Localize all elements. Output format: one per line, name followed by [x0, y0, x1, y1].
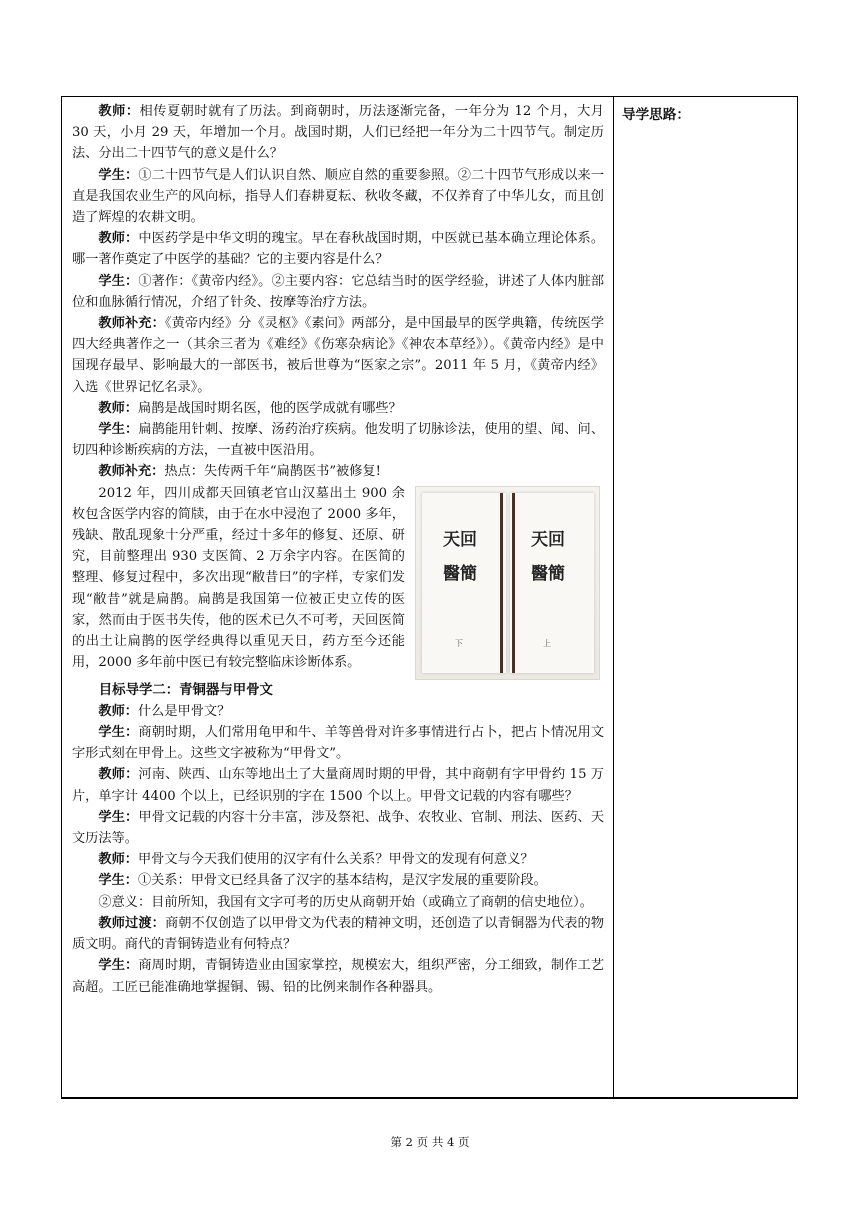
paragraph: 教师：河南、陕西、山东等地出土了大量商周时期的甲骨，其中商朝有字甲骨约 15 万片，单字计 4400 个以上，已经识别的字在 1500 个以上。甲骨文记载的内容有哪些？	[72, 767, 604, 804]
paragraph: ②意义：目前所知，我国有文字可考的历史从商朝开始（或确立了商朝的信史地位）。	[98, 894, 593, 910]
paragraph: 教师过渡：商朝不仅创造了以甲骨文为代表的精神文明，还创造了以青铜器为代表的物质文明。商代的青铜铸造业有何特点？	[72, 915, 605, 953]
photo-section	[72, 483, 604, 680]
guidance-label: 导学思路：	[622, 107, 690, 123]
paragraph: 教师补充：热点：失传两千年“扁鹊医书”被修复!	[98, 464, 381, 480]
paragraph: 学生：扁鹊能用针刺、按摩、汤药治疗疾病。他发明了切脉诊法，使用的望、闻、问、切四种诊断疾病的方法，一直被中医沿用。	[72, 422, 605, 459]
paragraph: 学生：甲骨文记载的内容十分丰富，涉及祭祀、战争、农牧业、官制、刑法、医药、天文历法等。	[72, 809, 605, 847]
book-title-right: 天回醫簡	[531, 529, 565, 584]
book-volume-mark-left: 下	[455, 638, 463, 648]
page-footer: 第 2 页 共 4 页	[390, 1135, 470, 1149]
column-divider	[613, 97, 614, 1097]
book-volume-left	[422, 493, 506, 673]
paragraph: 学生：①关系：甲骨文已经具备了汉字的基本结构，是汉字发展的重要阶段。	[98, 873, 547, 889]
paragraph: 教师：扁鹊是战国时期名医，他的医学成就有哪些？	[98, 400, 402, 416]
paragraph: 学生：①二十四节气是人们认识自然、顺应自然的重要参照。②二十四节气形成以来一直是我国农业生产的风向标，指导人们春耕夏耘、秋收冬藏，不仅养育了中华儿女，而且创造了辉煌的农耕文明。	[72, 167, 605, 226]
lesson-table	[61, 96, 798, 1099]
paragraph: 教师：相传夏朝时就有了历法。到商朝时，历法逐渐完备，一年分为 12 个月，大月 30 天，小月 29 天，年增加一个月。战国时期，人们已经把一年分为二十四节气。制定历法、分出二十四节气的意义是什么？	[72, 104, 604, 162]
section-title: 目标导学二：青铜器与甲骨文	[98, 682, 273, 698]
paragraph: 教师：甲骨文与今天我们使用的汉字有什么关系？甲骨文的发现有何意义？	[98, 852, 534, 868]
book-volume-right	[510, 493, 594, 673]
paragraph: 2012 年，四川成都天回镇老官山汉墓出土 900 余枚包含医学内容的简牍，由于在水中浸泡了 2000 多年，残缺、散乱现象十分严重，经过十多年的修复、还原、研究，目前整理出 930 支医简、2 万余字内容。在医简的整理、修复过程中，多次出现“敝昔曰”的字样，专家们发现“敝昔”就是扁鹊。扁鹊是我国第一位被正史立传的医家，然而由于医书失传，他的医术已久不可考，天回医简的出土让扁鹊的医学经典得以重见天日，药方至今还能用，2000 多年前中医已有较完整临床诊断体系。	[72, 485, 405, 671]
paragraph: 学生：①著作：《黄帝内经》。②主要内容：它总结当时的医学经验，讲述了人体内脏部位和血脉循行情况，介绍了针灸、按摩等治疗方法。	[72, 273, 605, 310]
paragraph: 学生：商周时期，青铜铸造业由国家掌控，规模宏大，组织严密，分工细致，制作工艺高超。工匠已能准确地掌握铜、锡、铅的比例来制作各种器具。	[72, 958, 605, 995]
lesson-content	[72, 101, 604, 998]
book-volume-mark-right: 上	[543, 638, 551, 648]
paragraph: 学生：商朝时期，人们常用龟甲和牛、羊等兽骨对许多事情进行占卜，把占卜情况用文字形式刻在甲骨上。这些文字被称为“甲骨文”。	[72, 725, 605, 762]
paragraph: 教师：什么是甲骨文？	[98, 703, 231, 719]
bamboo-slips-book-photo	[415, 486, 600, 680]
paragraph: 教师补充：《黄帝内经》分《灵枢》《素问》两部分，是中国最早的医学典籍，传统医学四大经典著作之一（其余三者为《难经》《伤寒杂病论》《神农本草经》）。《黄帝内经》是中国现存最早、影响最大的一部医书，被后世尊为“医家之宗”。2011 年 5 月，《黄帝内经》入选《世界记忆名录》。	[72, 316, 605, 395]
paragraph: 教师：中医药学是中华文明的瑰宝。早在春秋战国时期，中医就已基本确立理论体系。哪一著作奠定了中医学的基础？它的主要内容是什么？	[72, 231, 605, 268]
book-title-left: 天回醫簡	[443, 529, 477, 584]
